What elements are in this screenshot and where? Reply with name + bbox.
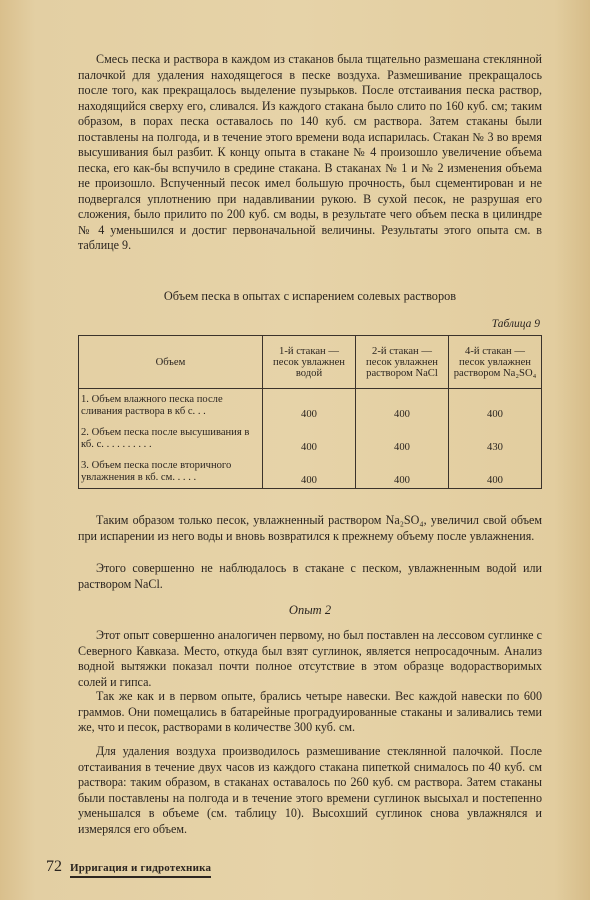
paragraph-2 [78, 513, 542, 544]
table-header-row [79, 336, 542, 389]
cell-value: 400 [356, 422, 449, 455]
data-table [78, 335, 542, 489]
column-header-2: 2-й стакан — песок увлажнен раствором NaCl [356, 336, 449, 389]
cell-value: 400 [449, 389, 542, 423]
cell-value: 400 [263, 389, 356, 423]
column-header-4: 4-й стакан — песок увлажнен раствором Na₂SO₄ [449, 336, 542, 389]
section-title: Опыт 2 [288, 603, 332, 617]
cell-value: 400 [356, 455, 449, 489]
paragraph-6 [78, 744, 542, 837]
cell-value: 400 [263, 455, 356, 489]
paragraph-text: Так же как и в первом опыте, брались четыре навески. Вес каждой навески по 600 граммов. Они помещались в батарейные проградуированные стаканы и заливались теми же, что и песок, растворами в количестве 300 куб. см. [78, 689, 542, 734]
cell-value: 400 [263, 422, 356, 455]
page-number: 72 [46, 858, 62, 875]
row-label: 1. Объем влажного песка после сливания раствора в кб с. . . [79, 389, 263, 423]
table-number: Таблица 9 [491, 318, 540, 330]
paragraph-3 [78, 561, 542, 592]
cell-value: 400 [449, 455, 542, 489]
table-row [79, 455, 542, 489]
paragraph-text: Для удаления воздуха производилось размешивание стеклянной палочкой. После отстаивания в течение двух часов из каждого стакана пипеткой снималось по 40 куб. см раствора: таким образом, в стаканах оставалось по 260 куб. см раствора. Затем стаканы были поставлены на полгода и в течение этого времени суглинок высыхал и постепенно уменьшался в объеме (см. таблицу 10). Высохший суглинок снова увлажнялся и измерялся его объем. [78, 744, 542, 836]
table-row [79, 422, 542, 455]
paragraph-text: Этого совершенно не наблюдалось в стакане с песком, увлажненным водой или раствором NaCl. [78, 561, 542, 591]
paragraph-5 [78, 689, 542, 736]
column-header-1: 1-й стакан — песок увлажнен водой [263, 336, 356, 389]
paragraph-4 [78, 628, 542, 690]
paragraph-text: Смесь песка и раствора в каждом из стаканов была тщательно размешана стеклянной палочкой для удаления находящегося в песке воздуха. Размешивание прекращалось после того, как прекращалось выделение пузырьков. После отстаивания песка раствор, находящийся сверху его, сливался. Из каждого стакана было слито по 160 куб. см; таким образом, в порах песка оставалось по 140 куб. см раствора. Затем стаканы были поставлены на полгода, и в течение этого времени вода испарилась. Стакан № 3 во время высушивания был разбит. К концу опыта в стакане № 4 произошло увеличение объема песка, его как-бы вспучило в средине стакана. В стаканах № 1 и № 2 изменения объема не произошло. Вспученный песок имел большую прочность, был сцементирован и не подвергался уплотнению при надавливании рукою. В сухой песок, не разрушая его сложения, было прилито по 200 куб. см воды, в результате чего объем песка в цилиндре № 4 уменьшился и достиг первоначальной величины. Результаты этого опыта см. в таблице 9. [78, 52, 542, 252]
row-label: 2. Объем песка после высушивания в кб. с. . . . . . . . . . [79, 422, 263, 455]
paragraph-text: Этот опыт совершенно аналогичен первому, но был поставлен на лессовом суглинке с Северного Кавказа. Место, откуда был взят суглинок, является непросадочным. Анализ водной вытяжки показал почти полное отсутствие в этом образце водорастворимых солей и гипса. [78, 628, 542, 689]
table-caption: Объем песка в опытах с испарением солевых растворов [163, 289, 457, 303]
object-column-header: Объем [79, 336, 263, 389]
cell-value: 400 [356, 389, 449, 423]
table-row [79, 389, 542, 423]
journal-title: Ирригация и гидротехника [70, 862, 211, 878]
paragraph-text: Таким образом только песок, увлажненный раствором Na₂SO₄, увеличил свой объем при испарении из него воды и вновь возвратился к прежнему объему после увлажнения. [78, 513, 542, 543]
row-label: 3. Объем песка после вторичного увлажнения в кб. см. . . . . [79, 455, 263, 489]
page-footer [46, 858, 242, 878]
cell-value: 430 [449, 422, 542, 455]
paragraph-1 [78, 52, 542, 254]
